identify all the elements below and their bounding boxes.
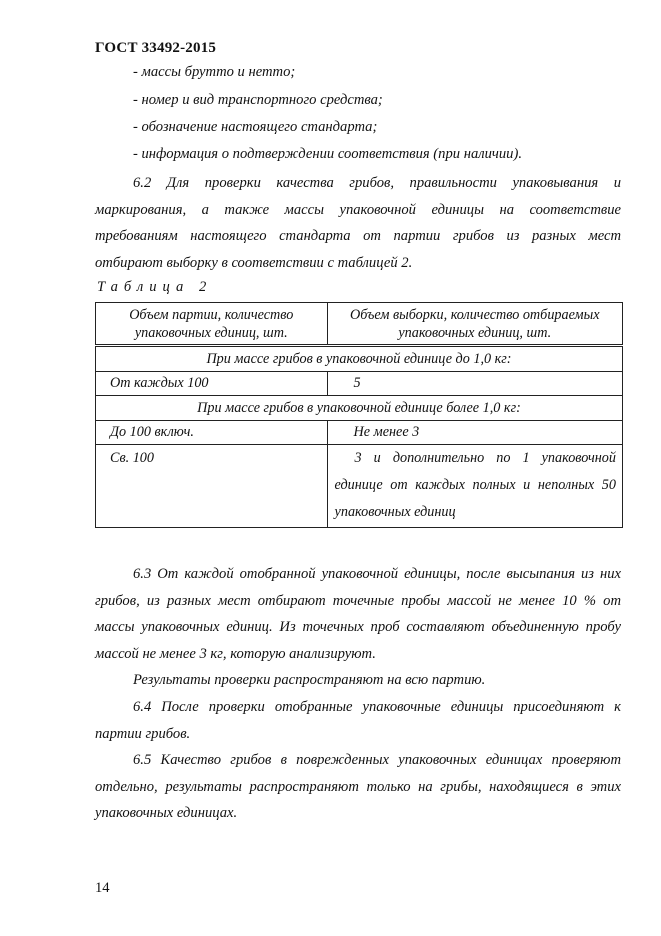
table-section-row <box>96 396 623 421</box>
table-section-row <box>96 346 623 372</box>
col-header-sample-size: Объем выборки, количество отбираемых упаковочных единиц, шт. <box>327 303 622 346</box>
paragraph-6-3-results: Результаты проверки распространяют на всю партию. <box>133 672 486 688</box>
section-up-to-1kg: При массе грибов в упаковочной единице до 1,0 кг: <box>96 346 623 372</box>
list-item-conformity: - информация о подтверждении соответствия (при наличии). <box>133 146 522 162</box>
cell-sample-size-text: 3 и дополнительно по 1 упаковочной единице от каждых полных и неполных 50 упаковочных единиц <box>334 450 616 520</box>
table-header-row <box>96 303 623 346</box>
page-number: 14 <box>95 880 110 896</box>
paragraph-6-5: 6.5 Качество грибов в поврежденных упаковочных единицах проверяют отдельно, результаты распространяют только на грибы, находящиеся в этих упаковочных единицах. <box>95 752 621 821</box>
list-item-mass: - массы брутто и нетто; <box>133 64 296 80</box>
paragraph-6-2: 6.2 Для проверки качества грибов, правильности упаковывания и маркирования, а также массы упаковочной единицы на соответствие требованиям настоящего стандарта от партии грибов из разных мест отбирают выборку в соответствии с таблицей 2. <box>95 175 621 271</box>
cell-lot-size: От каждых 100 <box>96 372 328 396</box>
table-row <box>96 421 623 445</box>
paragraph-6-4: 6.4 После проверки отобранные упаковочные единицы присоединяют к партии грибов. <box>95 699 621 742</box>
cell-lot-size: До 100 включ. <box>96 421 328 445</box>
sampling-table <box>95 302 623 528</box>
cell-sample-size: 5 <box>327 372 622 396</box>
cell-sample-size-multi <box>327 445 622 528</box>
table-caption: Таблица 2 <box>97 279 213 295</box>
list-item-transport: - номер и вид транспортного средства; <box>133 92 383 108</box>
cell-lot-size: Св. 100 <box>96 445 328 528</box>
section-over-1kg: При массе грибов в упаковочной единице более 1,0 кг: <box>96 396 623 421</box>
table-row <box>96 372 623 396</box>
list-item-standard: - обозначение настоящего стандарта; <box>133 119 378 135</box>
standard-header: ГОСТ 33492-2015 <box>95 40 217 56</box>
cell-sample-size: Не менее 3 <box>327 421 622 445</box>
col-header-lot-size: Объем партии, количество упаковочных единиц, шт. <box>96 303 328 346</box>
table-row <box>96 445 623 528</box>
paragraph-6-3: 6.3 От каждой отобранной упаковочной единицы, после высыпания из них грибов, из разных мест отбирают точечные пробы массой не менее 10 % от массы упаковочных единиц. Из точечных проб составляют объединенную пробу массой не менее 3 кг, которую анализируют. <box>95 566 621 662</box>
